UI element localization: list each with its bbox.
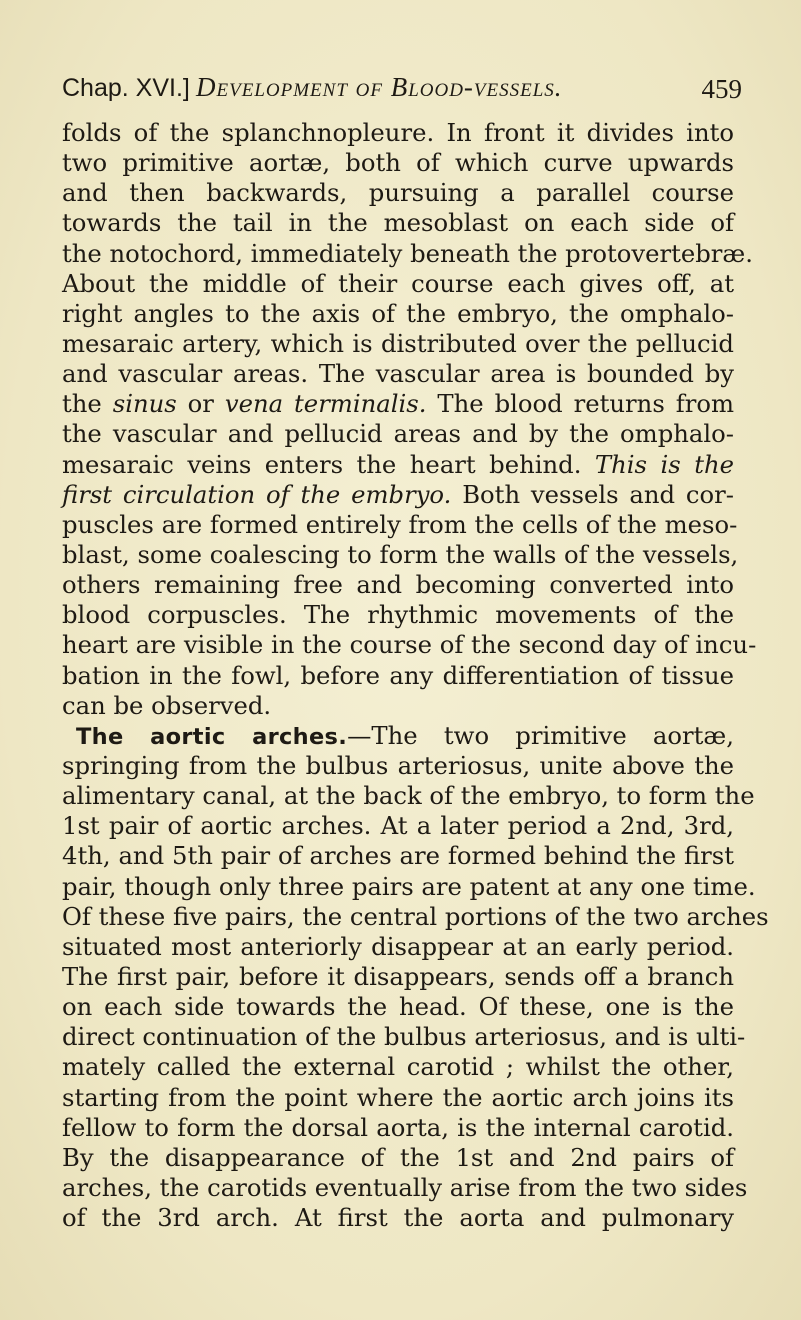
text-line: pair, though only three pairs are patent at any one time. xyxy=(62,871,756,901)
running-header xyxy=(62,70,742,110)
section-heading: The aortic arches. xyxy=(76,723,348,750)
text-line xyxy=(62,721,734,751)
text-line: blood corpuscles. The rhythmic movements of the xyxy=(62,600,734,630)
text-line: the notochord, immediately beneath the protovertebræ. xyxy=(62,238,753,268)
body-text xyxy=(62,118,769,1233)
page-number: 459 xyxy=(701,74,742,104)
text-line: two primitive aortæ, both of which curve upwards xyxy=(62,148,734,178)
chapter-label: Chap. XVI.] xyxy=(62,74,190,102)
text-run: mesaraic veins enters the heart behind. xyxy=(62,449,595,479)
italic-term: sinus xyxy=(112,389,177,419)
text-line: alimentary canal, at the back of the embryo, to form the xyxy=(62,781,755,811)
text-line: mately called the external carotid ; whilst the other, xyxy=(62,1052,734,1082)
text-line xyxy=(62,480,734,510)
text-line: situated most anteriorly disappear at an early period. xyxy=(62,931,734,961)
text-line: puscles are formed entirely from the cells of the meso- xyxy=(62,509,738,539)
text-line xyxy=(62,450,734,480)
text-line: arches, the carotids eventually arise from the two sides xyxy=(62,1172,748,1202)
text-line: and then backwards, pursuing a parallel course xyxy=(62,178,734,208)
text-line: The first pair, before it disappears, sends off a branch xyxy=(62,961,734,991)
text-line: About the middle of their course each gives off, at xyxy=(62,268,734,298)
text-line: heart are visible in the course of the second day of incu- xyxy=(62,630,757,660)
text-line: direct continuation of the bulbus arteriosus, and is ulti- xyxy=(62,1022,746,1052)
text-line: right angles to the axis of the embryo, the omphalo- xyxy=(62,298,734,328)
text-line: 4th, and 5th pair of arches are formed behind the first xyxy=(62,841,734,871)
text-line: on each side towards the head. Of these, one is the xyxy=(62,992,734,1022)
text-line: of the 3rd arch. At first the aorta and pulmonary xyxy=(62,1203,734,1233)
text-line: bation in the fowl, before any differentiation of tissue xyxy=(62,660,734,690)
italic-phrase: This is the xyxy=(594,449,734,479)
italic-phrase: first circulation of the embryo. xyxy=(62,479,452,509)
text-line: folds of the splanchnopleure. In front it divides into xyxy=(62,118,734,147)
text-run: or xyxy=(176,389,225,419)
text-line xyxy=(62,389,734,419)
text-line: 1st pair of aortic arches. At a later period a 2nd, 3rd, xyxy=(62,811,734,841)
text-line: fellow to form the dorsal aorta, is the internal carotid. xyxy=(62,1112,734,1142)
text-line: starting from the point where the aortic arch joins its xyxy=(62,1082,734,1112)
italic-term: vena terminalis. xyxy=(224,389,427,419)
running-title: Development of Blood-vessels. xyxy=(196,72,563,102)
text-run: —The two primitive aortæ, xyxy=(347,720,734,750)
text-line: the vascular and pellucid areas and by the omphalo- xyxy=(62,419,734,449)
text-line: and vascular areas. The vascular area is bounded by xyxy=(62,359,734,389)
text-line: Of these five pairs, the central portions of the two arches xyxy=(62,901,769,931)
text-line: By the disappearance of the 1st and 2nd pairs of xyxy=(62,1142,734,1172)
text-line: springing from the bulbus arteriosus, unite above the xyxy=(62,750,734,780)
text-line: can be observed. xyxy=(62,690,272,720)
text-run: Both vessels and cor- xyxy=(451,479,734,509)
text-line: mesaraic artery, which is distributed over the pellucid xyxy=(62,328,734,358)
text-line: others remaining free and becoming converted into xyxy=(62,570,734,600)
text-run: the xyxy=(62,389,113,419)
text-run: The blood returns from xyxy=(426,389,734,419)
text-line: blast, some coalescing to form the walls of the vessels, xyxy=(62,539,739,569)
text-line: towards the tail in the mesoblast on each side of xyxy=(62,208,734,238)
